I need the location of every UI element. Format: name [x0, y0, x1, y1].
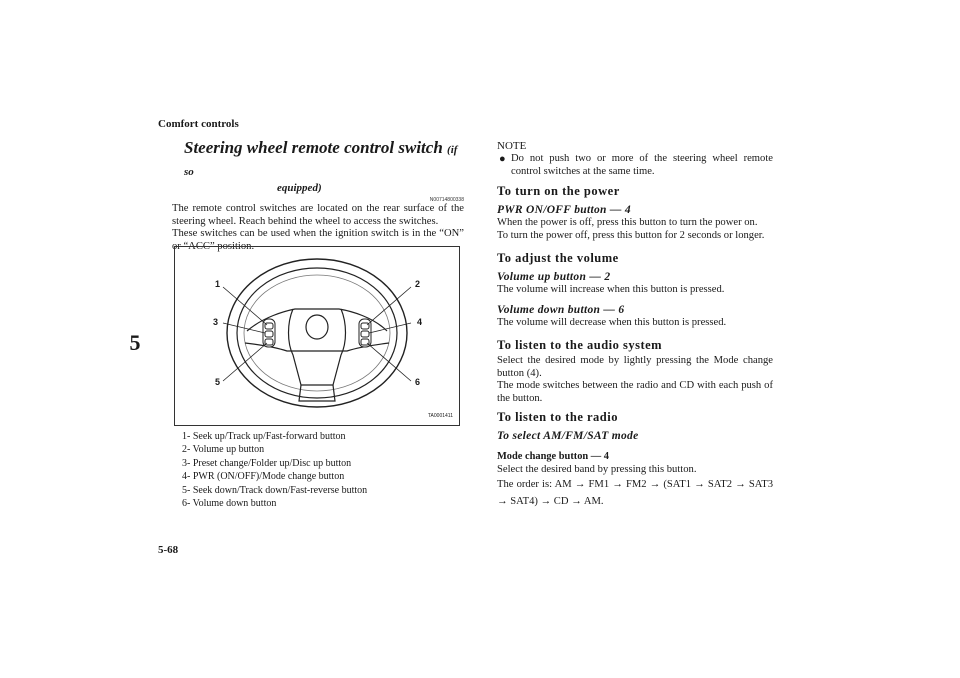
note-heading: NOTE — [497, 140, 527, 152]
power-section — [497, 184, 773, 242]
power-paragraph-2: To turn the power off, press this button for 2 seconds or longer. — [497, 229, 765, 241]
volume-down-paragraph: The volume will decrease when this button is pressed. — [497, 316, 727, 328]
legend-item: 6- Volume down button — [182, 498, 277, 510]
legend-item: 3- Preset change/Folder up/Disc up button — [182, 457, 352, 469]
chapter-tab: 5 — [129, 330, 141, 355]
figure-code: TA0001411 — [427, 413, 453, 419]
section-title-power: To turn on the power — [497, 184, 620, 198]
section-title-volume: To adjust the volume — [497, 251, 619, 265]
title-paren-b: equipped) — [277, 182, 322, 194]
subtitle-volume-up: Volume up button — 2 — [497, 271, 611, 283]
doc-code: N00714800338 — [429, 197, 464, 203]
subtitle-select-mode: To select AM/FM/SAT mode — [497, 430, 639, 442]
page-title — [184, 138, 464, 182]
left-column — [172, 138, 464, 253]
legend-item: 1- Seek up/Track up/Fast-forward button — [182, 431, 346, 442]
page-number: 5-68 — [158, 544, 179, 556]
note-block — [497, 140, 773, 178]
audio-paragraph-1: Select the desired mode by lightly pressing the Mode change button (4). — [497, 355, 773, 379]
subtitle-pwr-button: PWR ON/OFF button — 4 — [497, 204, 631, 216]
legend-item: 5- Seek down/Track down/Fast-reverse button — [182, 484, 368, 496]
volume-section — [497, 251, 773, 329]
figure-label-3: 3 — [213, 317, 219, 327]
figure-label-1: 1 — [215, 279, 221, 289]
steering-wheel-figure — [174, 246, 460, 426]
note-text: Do not push two or more of the steering wheel remote control switches at the same time. — [511, 153, 773, 177]
subtitle-volume-down: Volume down button — 6 — [497, 303, 625, 316]
title-paren-a: (if so — [184, 144, 458, 178]
intro-paragraph-1: The remote control switches are located on the rear surface of the steering wheel. Reach behind the wheel to access the switches. — [172, 203, 464, 227]
radio-paragraph-1: Select the desired band by pressing this button. — [497, 463, 697, 475]
power-paragraph-1: When the power is off, press this button to turn the power on. — [497, 217, 758, 228]
radio-section — [497, 410, 773, 510]
legend-item: 2- Volume up button — [182, 444, 265, 456]
title-main: Steering wheel remote control switch — [184, 138, 443, 157]
figure-legend — [182, 430, 367, 510]
intro-paragraph-2: These switches can be used when the ignition switch is in the “ON” or “ACC” position. — [172, 228, 464, 252]
legend-item: 4- PWR (ON/OFF)/Mode change button — [182, 471, 345, 483]
section-header: Comfort controls — [158, 118, 239, 130]
section-title-radio: To listen to the radio — [497, 410, 618, 424]
figure-label-6: 6 — [415, 377, 421, 387]
section-title-audio: To listen to the audio system — [497, 338, 663, 352]
volume-up-paragraph: The volume will increase when this button is pressed. — [497, 284, 725, 295]
radio-paragraph-2: The order is: AM → FM1 → FM2 → (SAT1 → SAT2 → SAT3 → SAT4) → CD → AM. — [497, 479, 773, 507]
steering-wheel-illustration — [175, 247, 459, 425]
audio-section — [497, 338, 773, 405]
audio-paragraph-2: The mode switches between the radio and CD with each push of the button. — [497, 380, 773, 404]
figure-label-5: 5 — [215, 377, 221, 387]
subtitle-mode-change: Mode change button — 4 — [497, 451, 609, 462]
note-item — [497, 153, 773, 178]
bullet-icon: ● — [499, 153, 506, 165]
figure-label-4: 4 — [417, 317, 423, 327]
figure-label-2: 2 — [415, 279, 421, 289]
